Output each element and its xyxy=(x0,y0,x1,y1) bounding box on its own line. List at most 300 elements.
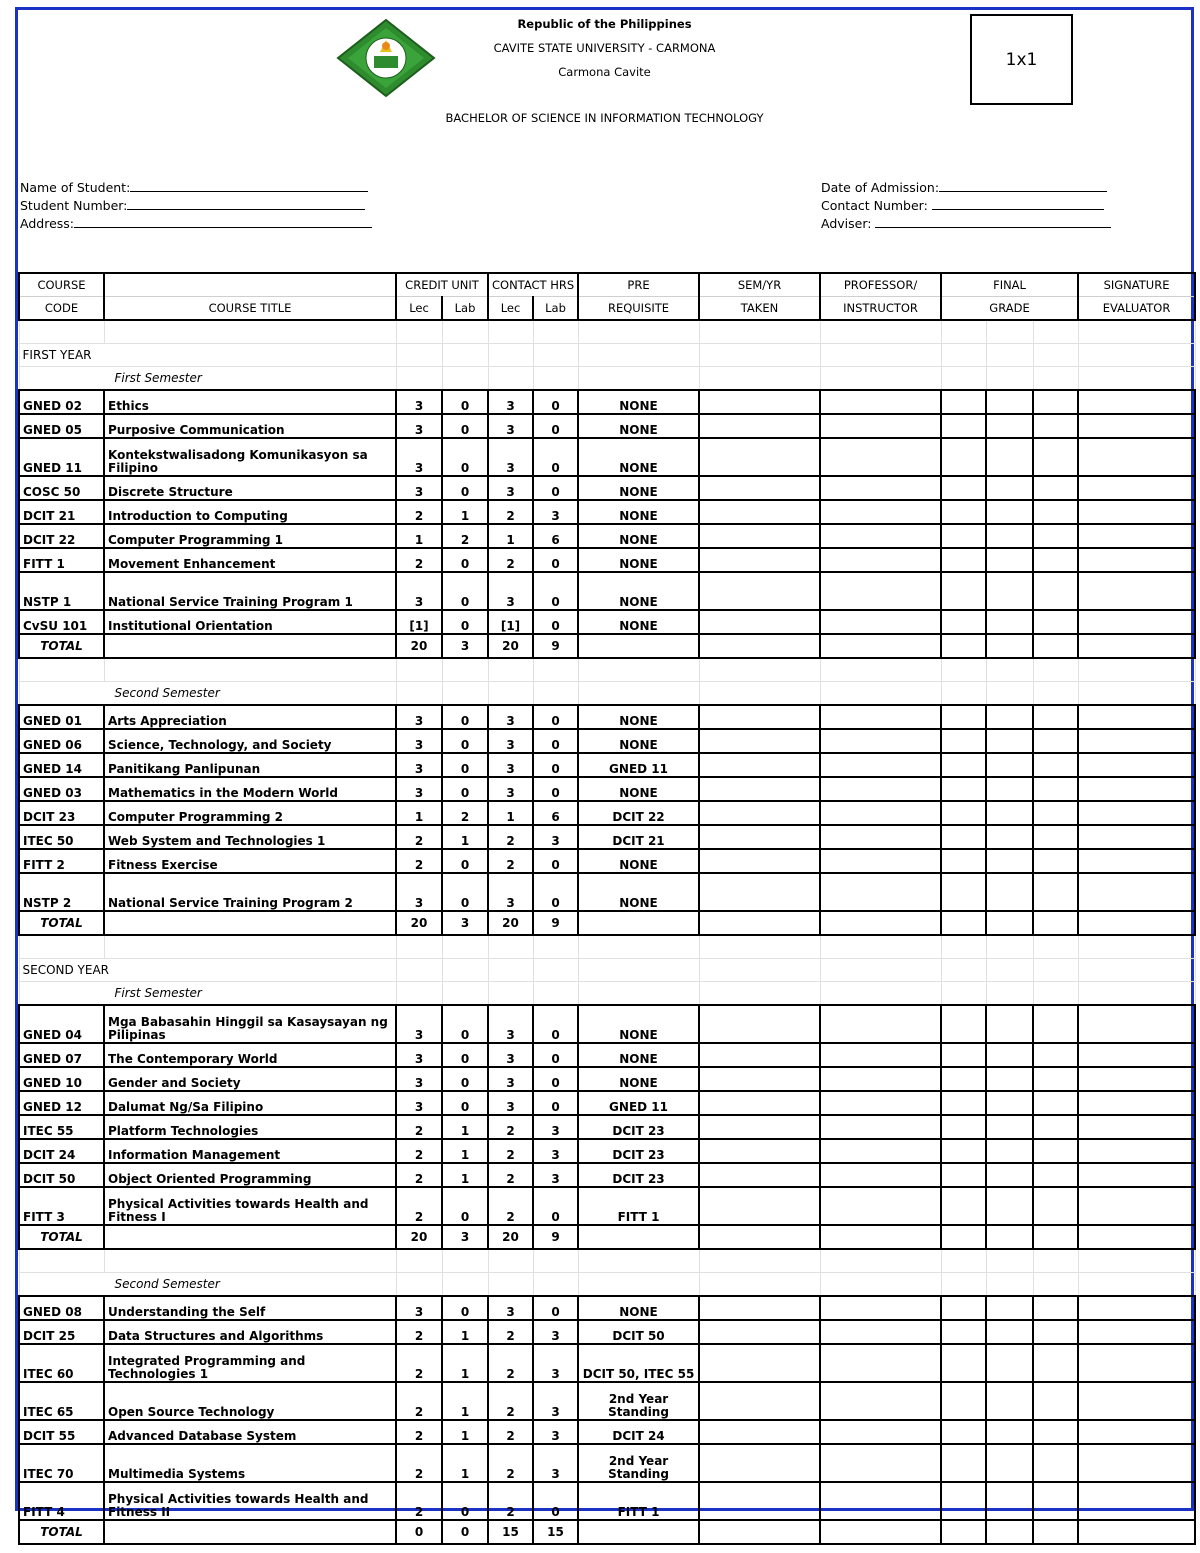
professor[interactable] xyxy=(820,1067,941,1091)
total-empty xyxy=(699,911,820,935)
final-grade-2[interactable] xyxy=(986,705,1033,729)
final-grade-1[interactable] xyxy=(941,1382,986,1420)
sem-yr-taken[interactable] xyxy=(699,1163,820,1187)
signature-evaluator[interactable] xyxy=(1078,1043,1195,1067)
y2-first-semester xyxy=(19,982,1195,1006)
course-code: DCIT 22 xyxy=(19,524,104,548)
final-grade-2[interactable] xyxy=(986,1382,1033,1420)
signature-evaluator[interactable] xyxy=(1078,849,1195,873)
final-grade-1[interactable] xyxy=(941,777,986,801)
contact-lab: 0 xyxy=(533,1043,578,1067)
final-grade-1[interactable] xyxy=(941,414,986,438)
sem-yr-taken[interactable] xyxy=(699,610,820,634)
sem-yr-taken[interactable] xyxy=(699,1139,820,1163)
credit-lab: 0 xyxy=(442,1091,488,1115)
col-credit-unit: CREDIT UNIT xyxy=(396,273,488,297)
total-empty xyxy=(1033,1520,1078,1544)
course-code: GNED 02 xyxy=(19,390,104,414)
signature-evaluator[interactable] xyxy=(1078,777,1195,801)
prerequisite: FITT 1 xyxy=(578,1482,699,1520)
course-code: GNED 10 xyxy=(19,1067,104,1091)
final-grade-3[interactable] xyxy=(1033,390,1078,414)
course-row xyxy=(19,825,1195,849)
final-grade-3[interactable] xyxy=(1033,438,1078,476)
contact-lec: 3 xyxy=(488,1005,533,1043)
course-code: DCIT 25 xyxy=(19,1320,104,1344)
adviser-label: Adviser: xyxy=(821,216,872,231)
course-title: Physical Activities towards Health and Fitness I xyxy=(104,1187,396,1225)
total-credit-lec: 20 xyxy=(396,1225,442,1249)
total-empty xyxy=(820,1520,941,1544)
col-contact-hrs: CONTACT HRS xyxy=(488,273,578,297)
credit-lab: 0 xyxy=(442,873,488,911)
final-grade-1[interactable] xyxy=(941,1296,986,1320)
final-grade-3[interactable] xyxy=(1033,873,1078,911)
contact-lab: 3 xyxy=(533,1139,578,1163)
final-grade-3[interactable] xyxy=(1033,729,1078,753)
course-code: GNED 14 xyxy=(19,753,104,777)
address-field[interactable] xyxy=(20,215,372,231)
signature-evaluator[interactable] xyxy=(1078,1320,1195,1344)
contact-lec: 3 xyxy=(488,753,533,777)
professor[interactable] xyxy=(820,524,941,548)
sem-yr-taken[interactable] xyxy=(699,438,820,476)
prerequisite: NONE xyxy=(578,476,699,500)
final-grade-1[interactable] xyxy=(941,1344,986,1382)
course-code: GNED 05 xyxy=(19,414,104,438)
sem-yr-taken[interactable] xyxy=(699,873,820,911)
final-grade-2[interactable] xyxy=(986,1115,1033,1139)
signature-evaluator[interactable] xyxy=(1078,1382,1195,1420)
course-title: Ethics xyxy=(104,390,396,414)
final-grade-1[interactable] xyxy=(941,524,986,548)
signature-evaluator[interactable] xyxy=(1078,1163,1195,1187)
address-label: Address: xyxy=(20,216,74,231)
student-name-field[interactable] xyxy=(20,179,368,195)
final-grade-2[interactable] xyxy=(986,476,1033,500)
signature-evaluator[interactable] xyxy=(1078,438,1195,476)
prerequisite: DCIT 23 xyxy=(578,1115,699,1139)
sem-yr-taken[interactable] xyxy=(699,548,820,572)
final-grade-3[interactable] xyxy=(1033,1444,1078,1482)
final-grade-3[interactable] xyxy=(1033,1091,1078,1115)
adviser-field[interactable] xyxy=(821,215,1111,231)
final-grade-2[interactable] xyxy=(986,849,1033,873)
signature-evaluator[interactable] xyxy=(1078,1296,1195,1320)
signature-evaluator[interactable] xyxy=(1078,548,1195,572)
final-grade-2[interactable] xyxy=(986,1420,1033,1444)
final-grade-1[interactable] xyxy=(941,1139,986,1163)
sem-yr-taken[interactable] xyxy=(699,1482,820,1520)
course-title: Web System and Technologies 1 xyxy=(104,825,396,849)
sem-yr-taken[interactable] xyxy=(699,801,820,825)
final-grade-2[interactable] xyxy=(986,825,1033,849)
contact-lec: 2 xyxy=(488,825,533,849)
final-grade-2[interactable] xyxy=(986,801,1033,825)
final-grade-1[interactable] xyxy=(941,825,986,849)
professor[interactable] xyxy=(820,572,941,610)
professor[interactable] xyxy=(820,1344,941,1382)
course-row xyxy=(19,1444,1195,1482)
sem-yr-taken[interactable] xyxy=(699,1444,820,1482)
sem-yr-taken[interactable] xyxy=(699,1344,820,1382)
professor[interactable] xyxy=(820,414,941,438)
final-grade-1[interactable] xyxy=(941,1043,986,1067)
total-label: TOTAL xyxy=(19,634,104,658)
signature-evaluator[interactable] xyxy=(1078,524,1195,548)
credit-lab: 2 xyxy=(442,524,488,548)
final-grade-3[interactable] xyxy=(1033,1320,1078,1344)
col-signature: SIGNATURE xyxy=(1078,273,1195,297)
sem-yr-taken[interactable] xyxy=(699,705,820,729)
signature-evaluator[interactable] xyxy=(1078,1067,1195,1091)
signature-evaluator[interactable] xyxy=(1078,572,1195,610)
contact-lab: 0 xyxy=(533,873,578,911)
professor[interactable] xyxy=(820,753,941,777)
course-title: Dalumat Ng/Sa Filipino xyxy=(104,1091,396,1115)
professor[interactable] xyxy=(820,500,941,524)
final-grade-3[interactable] xyxy=(1033,1139,1078,1163)
final-grade-1[interactable] xyxy=(941,1320,986,1344)
final-grade-2[interactable] xyxy=(986,500,1033,524)
contact-lab: 3 xyxy=(533,1382,578,1420)
final-grade-3[interactable] xyxy=(1033,801,1078,825)
professor[interactable] xyxy=(820,1139,941,1163)
sem-yr-taken[interactable] xyxy=(699,500,820,524)
final-grade-3[interactable] xyxy=(1033,1115,1078,1139)
course-row xyxy=(19,572,1195,610)
signature-evaluator[interactable] xyxy=(1078,825,1195,849)
credit-lab: 0 xyxy=(442,1187,488,1225)
final-grade-2[interactable] xyxy=(986,1344,1033,1382)
professor[interactable] xyxy=(820,1382,941,1420)
final-grade-1[interactable] xyxy=(941,873,986,911)
prerequisite: NONE xyxy=(578,548,699,572)
course-row xyxy=(19,524,1195,548)
professor[interactable] xyxy=(820,825,941,849)
final-grade-2[interactable] xyxy=(986,1444,1033,1482)
final-grade-3[interactable] xyxy=(1033,1482,1078,1520)
total-contact-lec: 20 xyxy=(488,1225,533,1249)
total-empty xyxy=(1033,1225,1078,1249)
total-contact-lab: 9 xyxy=(533,634,578,658)
final-grade-1[interactable] xyxy=(941,1444,986,1482)
professor[interactable] xyxy=(820,1043,941,1067)
final-grade-3[interactable] xyxy=(1033,777,1078,801)
final-grade-3[interactable] xyxy=(1033,1187,1078,1225)
total-empty xyxy=(986,1225,1033,1249)
photo-box xyxy=(970,14,1073,105)
final-grade-2[interactable] xyxy=(986,414,1033,438)
professor[interactable] xyxy=(820,1187,941,1225)
signature-evaluator[interactable] xyxy=(1078,1005,1195,1043)
final-grade-2[interactable] xyxy=(986,1296,1033,1320)
course-code: DCIT 23 xyxy=(19,801,104,825)
total-empty xyxy=(1033,911,1078,935)
sem-yr-taken[interactable] xyxy=(699,476,820,500)
signature-evaluator[interactable] xyxy=(1078,390,1195,414)
final-grade-3[interactable] xyxy=(1033,1005,1078,1043)
sem-yr-taken[interactable] xyxy=(699,825,820,849)
sem-yr-taken[interactable] xyxy=(699,414,820,438)
professor[interactable] xyxy=(820,777,941,801)
total-contact-lec: 20 xyxy=(488,911,533,935)
total-empty xyxy=(820,1225,941,1249)
course-row xyxy=(19,1067,1195,1091)
final-grade-1[interactable] xyxy=(941,1115,986,1139)
course-title: Data Structures and Algorithms xyxy=(104,1320,396,1344)
final-grade-1[interactable] xyxy=(941,1091,986,1115)
final-grade-1[interactable] xyxy=(941,1067,986,1091)
credit-lab: 1 xyxy=(442,1139,488,1163)
signature-evaluator[interactable] xyxy=(1078,705,1195,729)
final-grade-2[interactable] xyxy=(986,1320,1033,1344)
total-title xyxy=(104,1520,396,1544)
final-grade-3[interactable] xyxy=(1033,705,1078,729)
professor[interactable] xyxy=(820,1296,941,1320)
final-grade-2[interactable] xyxy=(986,777,1033,801)
col-final: FINAL xyxy=(941,273,1078,297)
final-grade-3[interactable] xyxy=(1033,610,1078,634)
credit-lec: 2 xyxy=(396,1444,442,1482)
final-grade-2[interactable] xyxy=(986,390,1033,414)
final-grade-2[interactable] xyxy=(986,1482,1033,1520)
credit-lec: 3 xyxy=(396,1296,442,1320)
signature-evaluator[interactable] xyxy=(1078,610,1195,634)
final-grade-1[interactable] xyxy=(941,1005,986,1043)
final-grade-2[interactable] xyxy=(986,610,1033,634)
final-grade-1[interactable] xyxy=(941,548,986,572)
contact-lec: 3 xyxy=(488,1296,533,1320)
final-grade-2[interactable] xyxy=(986,729,1033,753)
sem-yr-taken[interactable] xyxy=(699,753,820,777)
final-grade-2[interactable] xyxy=(986,753,1033,777)
credit-lec: 3 xyxy=(396,1043,442,1067)
course-title: Computer Programming 1 xyxy=(104,524,396,548)
professor[interactable] xyxy=(820,610,941,634)
signature-evaluator[interactable] xyxy=(1078,500,1195,524)
final-grade-1[interactable] xyxy=(941,1420,986,1444)
second-year-label: SECOND YEAR xyxy=(19,959,396,982)
professor[interactable] xyxy=(820,801,941,825)
final-grade-1[interactable] xyxy=(941,705,986,729)
sem-yr-taken[interactable] xyxy=(699,1115,820,1139)
credit-lab: 0 xyxy=(442,390,488,414)
course-title: Panitikang Panlipunan xyxy=(104,753,396,777)
course-row xyxy=(19,705,1195,729)
final-grade-2[interactable] xyxy=(986,1163,1033,1187)
professor[interactable] xyxy=(820,1482,941,1520)
final-grade-3[interactable] xyxy=(1033,414,1078,438)
course-row xyxy=(19,548,1195,572)
professor[interactable] xyxy=(820,1005,941,1043)
final-grade-3[interactable] xyxy=(1033,753,1078,777)
signature-evaluator[interactable] xyxy=(1078,414,1195,438)
sem-yr-taken[interactable] xyxy=(699,1005,820,1043)
final-grade-2[interactable] xyxy=(986,572,1033,610)
sem-yr-taken[interactable] xyxy=(699,524,820,548)
professor[interactable] xyxy=(820,1115,941,1139)
signature-evaluator[interactable] xyxy=(1078,1139,1195,1163)
contact-lec: 2 xyxy=(488,1382,533,1420)
signature-evaluator[interactable] xyxy=(1078,801,1195,825)
final-grade-1[interactable] xyxy=(941,390,986,414)
sem-yr-taken[interactable] xyxy=(699,1187,820,1225)
final-grade-3[interactable] xyxy=(1033,500,1078,524)
final-grade-1[interactable] xyxy=(941,1187,986,1225)
course-code: GNED 11 xyxy=(19,438,104,476)
final-grade-3[interactable] xyxy=(1033,1296,1078,1320)
spacer xyxy=(19,320,1195,344)
final-grade-3[interactable] xyxy=(1033,1344,1078,1382)
professor[interactable] xyxy=(820,1163,941,1187)
final-grade-1[interactable] xyxy=(941,1163,986,1187)
professor[interactable] xyxy=(820,729,941,753)
signature-evaluator[interactable] xyxy=(1078,753,1195,777)
sem-yr-taken[interactable] xyxy=(699,849,820,873)
final-grade-2[interactable] xyxy=(986,1187,1033,1225)
professor[interactable] xyxy=(820,548,941,572)
final-grade-1[interactable] xyxy=(941,500,986,524)
contact-lec: 3 xyxy=(488,476,533,500)
signature-evaluator[interactable] xyxy=(1078,476,1195,500)
date-of-admission-label: Date of Admission: xyxy=(821,180,940,195)
final-grade-3[interactable] xyxy=(1033,1420,1078,1444)
sem-yr-taken[interactable] xyxy=(699,1382,820,1420)
professor[interactable] xyxy=(820,438,941,476)
contact-lec: 3 xyxy=(488,414,533,438)
signature-evaluator[interactable] xyxy=(1078,1482,1195,1520)
contact-lec: 2 xyxy=(488,1482,533,1520)
final-grade-3[interactable] xyxy=(1033,1043,1078,1067)
course-row xyxy=(19,1115,1195,1139)
signature-evaluator[interactable] xyxy=(1078,1420,1195,1444)
spacer xyxy=(19,935,1195,959)
final-grade-2[interactable] xyxy=(986,1005,1033,1043)
signature-evaluator[interactable] xyxy=(1078,1344,1195,1382)
prerequisite: NONE xyxy=(578,729,699,753)
credit-lab: 0 xyxy=(442,476,488,500)
final-grade-1[interactable] xyxy=(941,1482,986,1520)
final-grade-3[interactable] xyxy=(1033,572,1078,610)
contact-lab: 0 xyxy=(533,849,578,873)
total-contact-lec: 20 xyxy=(488,634,533,658)
signature-evaluator[interactable] xyxy=(1078,729,1195,753)
signature-evaluator[interactable] xyxy=(1078,1115,1195,1139)
signature-evaluator[interactable] xyxy=(1078,1444,1195,1482)
course-title: Fitness Exercise xyxy=(104,849,396,873)
professor[interactable] xyxy=(820,873,941,911)
student-number-field[interactable] xyxy=(20,197,365,213)
final-grade-1[interactable] xyxy=(941,610,986,634)
signature-evaluator[interactable] xyxy=(1078,873,1195,911)
sem-yr-taken[interactable] xyxy=(699,777,820,801)
signature-evaluator[interactable] xyxy=(1078,1091,1195,1115)
sem-yr-taken[interactable] xyxy=(699,1091,820,1115)
contact-lab: 0 xyxy=(533,753,578,777)
professor[interactable] xyxy=(820,390,941,414)
professor[interactable] xyxy=(820,1444,941,1482)
final-grade-1[interactable] xyxy=(941,476,986,500)
course-code: GNED 08 xyxy=(19,1296,104,1320)
course-code: FITT 3 xyxy=(19,1187,104,1225)
final-grade-1[interactable] xyxy=(941,729,986,753)
final-grade-3[interactable] xyxy=(1033,1382,1078,1420)
final-grade-3[interactable] xyxy=(1033,476,1078,500)
contact-lec: 2 xyxy=(488,1420,533,1444)
course-row xyxy=(19,729,1195,753)
sem-yr-taken[interactable] xyxy=(699,1296,820,1320)
professor[interactable] xyxy=(820,849,941,873)
sem-yr-taken[interactable] xyxy=(699,1043,820,1067)
professor[interactable] xyxy=(820,1420,941,1444)
final-grade-2[interactable] xyxy=(986,438,1033,476)
prerequisite: 2nd Year Standing xyxy=(578,1382,699,1420)
credit-lec: 3 xyxy=(396,390,442,414)
date-of-admission-field[interactable] xyxy=(821,179,1107,195)
prerequisite: NONE xyxy=(578,777,699,801)
final-grade-3[interactable] xyxy=(1033,524,1078,548)
final-grade-3[interactable] xyxy=(1033,1163,1078,1187)
professor[interactable] xyxy=(820,1091,941,1115)
final-grade-3[interactable] xyxy=(1033,849,1078,873)
professor[interactable] xyxy=(820,476,941,500)
contact-lec: 2 xyxy=(488,1444,533,1482)
final-grade-1[interactable] xyxy=(941,438,986,476)
sem-yr-taken[interactable] xyxy=(699,1420,820,1444)
final-grade-2[interactable] xyxy=(986,1067,1033,1091)
final-grade-2[interactable] xyxy=(986,873,1033,911)
signature-evaluator[interactable] xyxy=(1078,1187,1195,1225)
final-grade-3[interactable] xyxy=(1033,1067,1078,1091)
contact-lab: 0 xyxy=(533,1005,578,1043)
final-grade-1[interactable] xyxy=(941,753,986,777)
course-row xyxy=(19,777,1195,801)
student-info xyxy=(18,153,1191,271)
sem-yr-taken[interactable] xyxy=(699,1067,820,1091)
sem-yr-taken[interactable] xyxy=(699,390,820,414)
professor[interactable] xyxy=(820,1320,941,1344)
prerequisite: DCIT 50, ITEC 55 xyxy=(578,1344,699,1382)
col-course: COURSE xyxy=(19,273,104,297)
contact-lab: 0 xyxy=(533,548,578,572)
final-grade-2[interactable] xyxy=(986,1139,1033,1163)
credit-lec: 3 xyxy=(396,476,442,500)
final-grade-2[interactable] xyxy=(986,548,1033,572)
sem-yr-taken[interactable] xyxy=(699,572,820,610)
final-grade-2[interactable] xyxy=(986,524,1033,548)
final-grade-3[interactable] xyxy=(1033,548,1078,572)
header-country: Republic of the Philippines xyxy=(517,17,692,31)
course-title: National Service Training Program 2 xyxy=(104,873,396,911)
professor[interactable] xyxy=(820,705,941,729)
total-contact-lab: 15 xyxy=(533,1520,578,1544)
contact-number-field[interactable] xyxy=(821,197,1104,213)
prerequisite: DCIT 24 xyxy=(578,1420,699,1444)
final-grade-1[interactable] xyxy=(941,849,986,873)
final-grade-1[interactable] xyxy=(941,572,986,610)
sem-yr-taken[interactable] xyxy=(699,729,820,753)
col-title-top xyxy=(104,273,396,297)
course-code: GNED 01 xyxy=(19,705,104,729)
credit-lab: 0 xyxy=(442,1067,488,1091)
final-grade-1[interactable] xyxy=(941,801,986,825)
sem-yr-taken[interactable] xyxy=(699,1320,820,1344)
credit-lab: 2 xyxy=(442,801,488,825)
final-grade-2[interactable] xyxy=(986,1091,1033,1115)
final-grade-3[interactable] xyxy=(1033,825,1078,849)
final-grade-2[interactable] xyxy=(986,1043,1033,1067)
